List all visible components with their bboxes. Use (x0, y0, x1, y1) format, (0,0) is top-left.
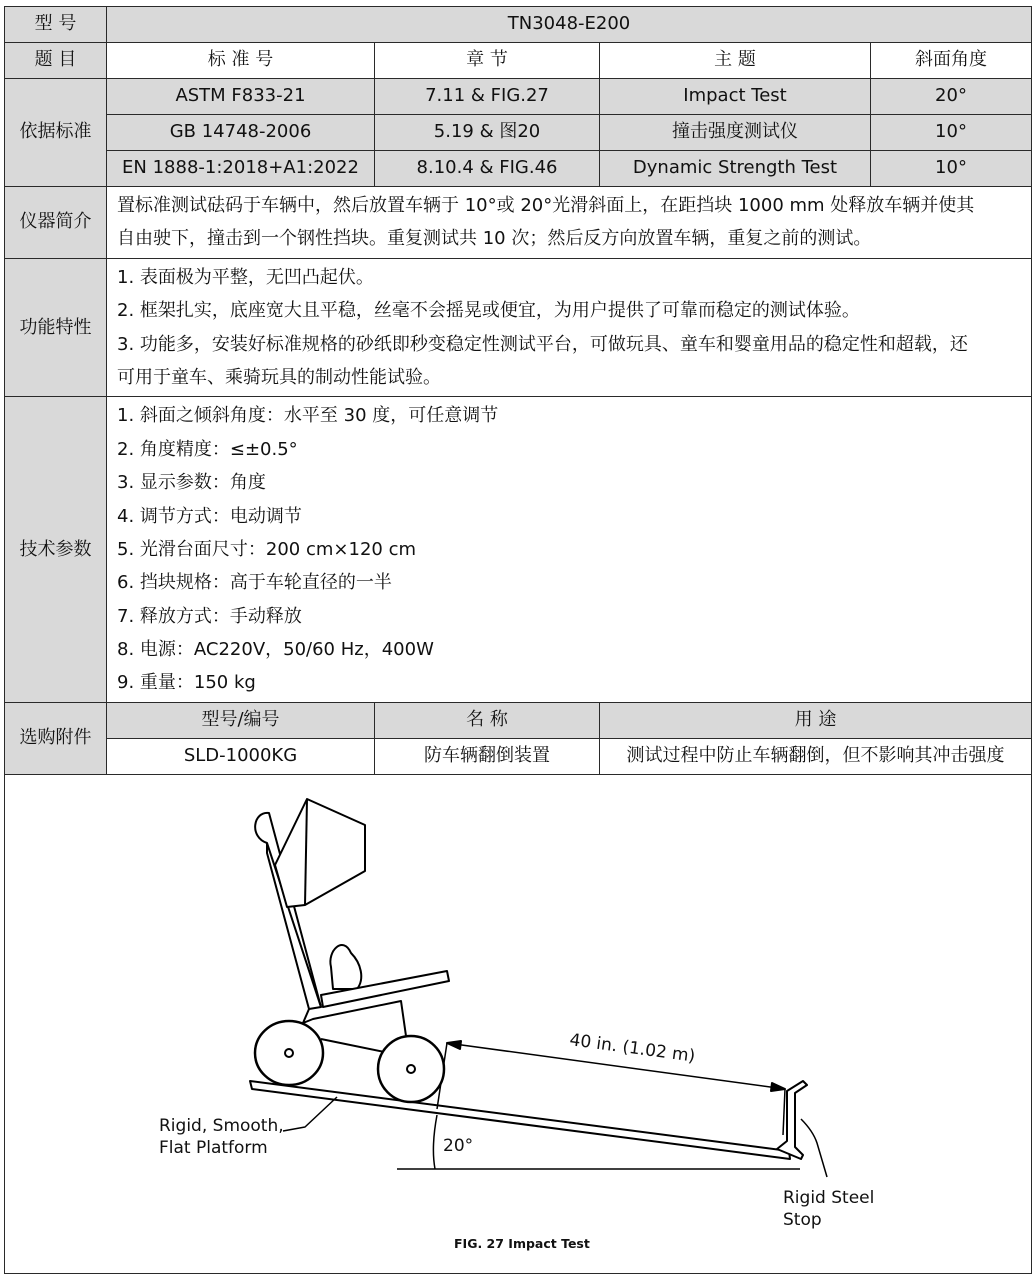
stop-label-line2: Stop (783, 1209, 822, 1230)
rear-wheel (378, 1036, 444, 1102)
model-value: TN3048-E200 (107, 7, 1032, 43)
standard-angle: 10° (871, 115, 1032, 151)
accessory-row (5, 738, 1032, 774)
title-label: 题 目 (5, 43, 107, 79)
stroller-seat-back (330, 945, 361, 989)
platform-label-line1: Rigid, Smooth, (159, 1115, 284, 1136)
tech-line: 7. 释放方式：手动释放 (117, 605, 302, 627)
stroller-canopy (275, 799, 365, 907)
tech-label: 技术参数 (5, 397, 107, 703)
intro-label: 仪器简介 (5, 187, 107, 259)
standard-topic: Impact Test (600, 79, 871, 115)
tech-line: 3. 显示参数：角度 (117, 472, 266, 494)
features-label: 功能特性 (5, 258, 107, 397)
model-row (5, 7, 1032, 43)
standard-angle: 10° (871, 151, 1032, 187)
accessory-use: 测试过程中防止车辆翻倒，但不影响其冲击强度 (600, 738, 1032, 774)
stop-label-line1: Rigid Steel (783, 1187, 875, 1208)
figure-cell (5, 774, 1032, 1273)
feature-line: 1. 表面极为平整，无凹凸起伏。 (117, 266, 374, 288)
accessory-col-code: 型号/编号 (107, 702, 375, 738)
standard-number: GB 14748-2006 (107, 115, 375, 151)
arrowhead-left (447, 1041, 461, 1049)
impact-test-figure (5, 775, 1031, 1273)
tech-line: 5. 光滑台面尺寸：200 cm×120 cm (117, 538, 416, 560)
features-row (5, 258, 1032, 397)
tech-line: 1. 斜面之倾斜角度：水平至 30 度，可任意调节 (117, 405, 499, 427)
standard-number: EN 1888-1:2018+A1:2022 (107, 151, 375, 187)
standard-topic: 撞击强度测试仪 (600, 115, 871, 151)
front-wheel (255, 1021, 323, 1085)
col-header-number: 标 准 号 (107, 43, 375, 79)
standard-row (5, 79, 1032, 115)
platform (250, 1081, 790, 1159)
standard-row (5, 151, 1032, 187)
standard-section: 7.11 & FIG.27 (375, 79, 600, 115)
platform-label-line2: Flat Platform (159, 1137, 268, 1158)
feature-line: 可用于童车、乘骑玩具的制动性能试验。 (117, 366, 441, 388)
tech-text (107, 397, 1032, 703)
accessory-code: SLD-1000KG (107, 738, 375, 774)
standard-section: 5.19 & 图20 (375, 115, 600, 151)
angle-label: 20° (443, 1135, 474, 1156)
platform-leader (283, 1097, 337, 1131)
tech-line: 6. 挡块规格：高于车轮直径的一半 (117, 572, 392, 594)
accessory-col-use: 用 途 (600, 702, 1032, 738)
dimension-ext-right (783, 1089, 785, 1135)
accessory-name: 防车辆翻倒装置 (375, 738, 600, 774)
col-header-topic: 主 题 (600, 43, 871, 79)
figure-row (5, 774, 1032, 1273)
arrowhead-right (771, 1083, 785, 1091)
tech-line: 9. 重量：150 kg (117, 672, 256, 694)
standard-topic: Dynamic Strength Test (600, 151, 871, 187)
spec-table (4, 6, 1032, 1274)
intro-row (5, 187, 1032, 259)
stop-leader (801, 1119, 827, 1177)
dimension-label: 40 in. (1.02 m) (568, 1029, 697, 1067)
accessory-header-row (5, 702, 1032, 738)
accessories-label: 选购附件 (5, 702, 107, 774)
title-row (5, 43, 1032, 79)
model-label: 型 号 (5, 7, 107, 43)
col-header-section: 章 节 (375, 43, 600, 79)
figure-caption: FIG. 27 Impact Test (454, 1235, 590, 1251)
tech-row (5, 397, 1032, 703)
standard-angle: 20° (871, 79, 1032, 115)
feature-line: 2. 框架扎实，底座宽大且平稳，丝毫不会摇晃或便宜，为用户提供了可靠而稳定的测试体验。 (117, 300, 860, 322)
feature-line: 3. 功能多，安装好标准规格的砂纸即秒变稳定性测试平台，可做玩具、童车和婴童用品的稳定性和超载，还 (117, 333, 968, 355)
tech-line: 4. 调节方式：电动调节 (117, 505, 302, 527)
standard-section: 8.10.4 & FIG.46 (375, 151, 600, 187)
tech-line: 8. 电源：AC220V，50/60 Hz，400W (117, 639, 434, 661)
accessory-col-name: 名 称 (375, 702, 600, 738)
standard-number: ASTM F833-21 (107, 79, 375, 115)
col-header-angle: 斜面角度 (871, 43, 1032, 79)
features-text (107, 258, 1032, 397)
intro-line: 自由驶下，撞击到一个钢性挡块。重复测试共 10 次；然后反方向放置车辆，重复之前的测试。 (117, 228, 872, 250)
tech-line: 2. 角度精度：≤±0.5° (117, 438, 298, 460)
intro-text (107, 187, 1032, 259)
intro-line: 置标准测试砝码于车辆中，然后放置车辆于 10°或 20°光滑斜面上，在距挡块 1000 mm 处释放车辆并使其 (117, 195, 975, 216)
standard-row (5, 115, 1032, 151)
angle-arc (433, 1115, 437, 1169)
standards-label: 依据标准 (5, 79, 107, 187)
